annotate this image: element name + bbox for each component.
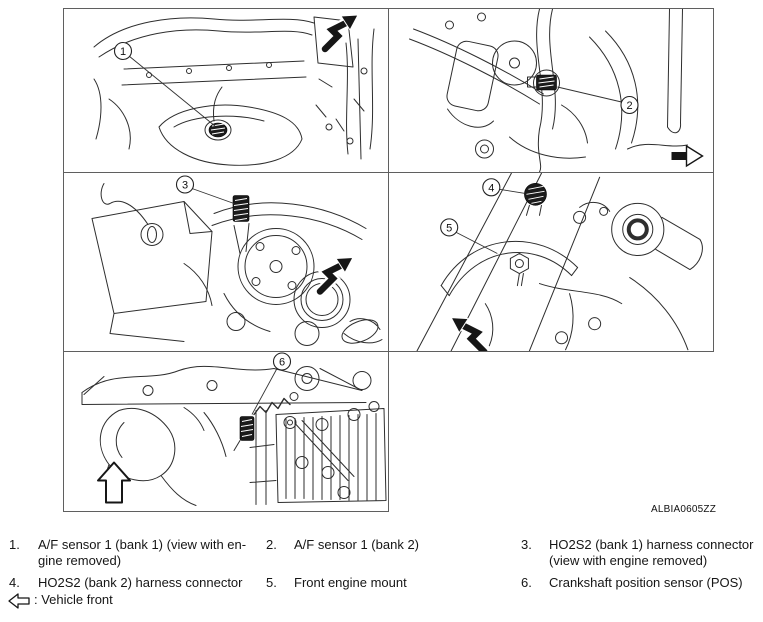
- callout-5: [441, 219, 458, 236]
- callout-4-number: 4: [488, 182, 495, 195]
- view-direction-arrow-east-icon: [672, 146, 703, 166]
- engine-illustration-1: [64, 9, 388, 172]
- legend-item-1-text: [38, 537, 256, 568]
- legend-line: Crankshaft position sensor (POS): [549, 575, 743, 590]
- view-direction-arrow-north-icon: [98, 463, 130, 503]
- callout-2-number: 2: [626, 100, 633, 112]
- view-direction-arrow-nw-icon: [451, 318, 484, 351]
- panel-af-sensor1-bank2: [389, 8, 714, 173]
- legend-line: (view with engine removed): [549, 552, 708, 568]
- panel-ho2s2-bank2-and-mount: [389, 173, 714, 352]
- vehicle-front-label: : Vehicle front: [34, 592, 113, 607]
- legend-item-3-number: 3.: [521, 537, 532, 552]
- legend-item-2-number: 2.: [266, 537, 277, 552]
- callout-4: [483, 179, 500, 196]
- legend-line: HO2S2 (bank 1) harness connector: [549, 537, 754, 552]
- panel-ho2s2-bank1-connector: [63, 173, 389, 352]
- legend-item-6-number: 6.: [521, 575, 532, 590]
- legend-item-4-text: [38, 575, 268, 591]
- engine-illustration-4: [389, 173, 713, 351]
- vehicle-front-arrow-icon: [8, 593, 32, 609]
- engine-line-art: [82, 366, 386, 505]
- legend-line: Front engine mount: [294, 575, 407, 590]
- ho2s2-bank1-connector-part: [233, 196, 249, 222]
- callout-1-number: 1: [119, 46, 127, 58]
- legend-item-6-text: [549, 575, 763, 591]
- crankshaft-position-sensor-part: [234, 417, 254, 451]
- engine-line-art: [410, 9, 688, 172]
- leader-line-6: [252, 369, 277, 415]
- callout-5-number: 5: [446, 222, 453, 235]
- callout-6-number: 6: [278, 356, 286, 369]
- view-direction-arrow-ne-icon: [325, 15, 358, 49]
- leader-line-3: [192, 189, 234, 204]
- legend-item-4-number: 4.: [9, 575, 20, 590]
- legend-line: A/F sensor 1 (bank 1) (view with en-: [38, 537, 247, 552]
- af-sensor1-bank1-sensor: [205, 120, 231, 140]
- legend-item-3-text: [549, 537, 763, 568]
- panel-af-sensor1-bank1: [63, 8, 389, 173]
- callout-3-number: 3: [181, 179, 189, 192]
- view-direction-arrow-ne-icon: [320, 258, 353, 292]
- leader-line-4: [499, 189, 524, 193]
- callout-3: [177, 176, 194, 193]
- panel-crankshaft-position-sensor: [63, 352, 389, 512]
- legend-item-5-number: 5.: [266, 575, 277, 590]
- legend-item-5-text: [294, 575, 504, 591]
- callout-6: [274, 353, 291, 370]
- ho2s2-bank2-connector-part: [524, 183, 546, 215]
- engine-illustration-3: [64, 173, 388, 351]
- callout-2: [621, 97, 638, 114]
- legend-line: gine removed): [38, 552, 122, 568]
- leader-line-2: [558, 87, 622, 102]
- callout-1: [115, 43, 132, 60]
- legend-line: A/F sensor 1 (bank 2): [294, 537, 419, 552]
- legend-item-1-number: 1.: [9, 537, 20, 552]
- engine-illustration-2: [389, 9, 713, 172]
- legend-line: HO2S2 (bank 2) harness connector: [38, 575, 243, 590]
- figure-code: ALBIA0605ZZ: [651, 504, 717, 515]
- engine-illustration-5: [64, 352, 388, 511]
- legend-item-2-text: [294, 537, 504, 553]
